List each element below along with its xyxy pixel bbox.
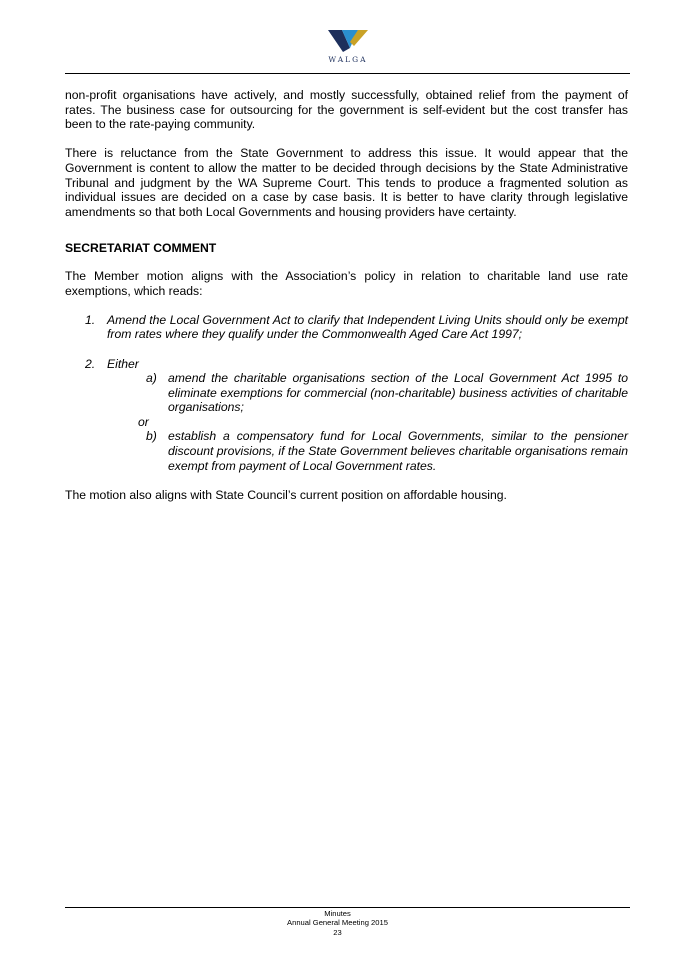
policy-list	[65, 313, 628, 474]
sub-item-letter: a)	[146, 371, 157, 386]
walga-logo-mark	[328, 28, 368, 52]
page-number: 23	[333, 927, 342, 937]
policy-item	[65, 357, 628, 372]
body-paragraph: There is reluctance from the State Government to address this issue. It would appear that the Government is content to allow the matter to be decided through decisions by the State Administrative Tribunal and judgment by the WA Supreme Court. This tends to produce a fragmented solution as individual issues are decided on a case by case basis. It is better to have clarity through legislative amendments so that both Local Governments and housing providers have certainty.	[65, 146, 628, 219]
or-separator: or	[138, 414, 149, 429]
sub-item-text: establish a compensatory fund for Local Governments, similar to the pensioner discount provisions, if the State Government believes charitable organisations remain exempt from payment of Local Government rates.	[168, 429, 628, 473]
policy-item-text: Either	[107, 356, 139, 371]
footer-doc-type: Minutes	[324, 909, 351, 918]
body-paragraph: non-profit organisations have actively, and mostly successfully, obtained relief from the payment of rates. The business case for outsourcing for the government is self-evident but the cost transfer has been to the rate-paying community.	[65, 88, 628, 132]
sub-item-letter: b)	[146, 429, 157, 444]
page-content	[65, 88, 628, 517]
logo-text: WALGA	[328, 55, 368, 64]
footer-divider	[65, 907, 630, 908]
footer-meeting: Annual General Meeting 2015	[287, 918, 388, 928]
policy-item-text: Amend the Local Government Act to clarify that Independent Living Units should only be exempt from rates where they qualify under the Commonwealth Aged Care Act 1997;	[107, 312, 628, 342]
policy-sub-item	[65, 371, 628, 415]
closing-paragraph: The motion also aligns with State Council’s current position on affordable housing.	[65, 487, 507, 502]
policy-item-number: 1.	[85, 312, 96, 327]
intro-paragraph: The Member motion aligns with the Association’s policy in relation to charitable land use rate exemptions, which reads:	[65, 268, 628, 298]
policy-item	[65, 313, 628, 342]
sub-item-text: amend the charitable organisations section of the Local Government Act 1995 to eliminate exemptions for commercial (non-charitable) business activities of charitable organisations;	[168, 371, 628, 415]
policy-sub-item	[65, 429, 628, 473]
policy-item-number: 2.	[85, 356, 96, 371]
section-heading: SECRETARIAT COMMENT	[65, 241, 217, 256]
walga-logo	[318, 28, 378, 68]
page-header	[0, 0, 675, 74]
header-divider	[65, 73, 630, 74]
page-footer	[0, 909, 675, 937]
